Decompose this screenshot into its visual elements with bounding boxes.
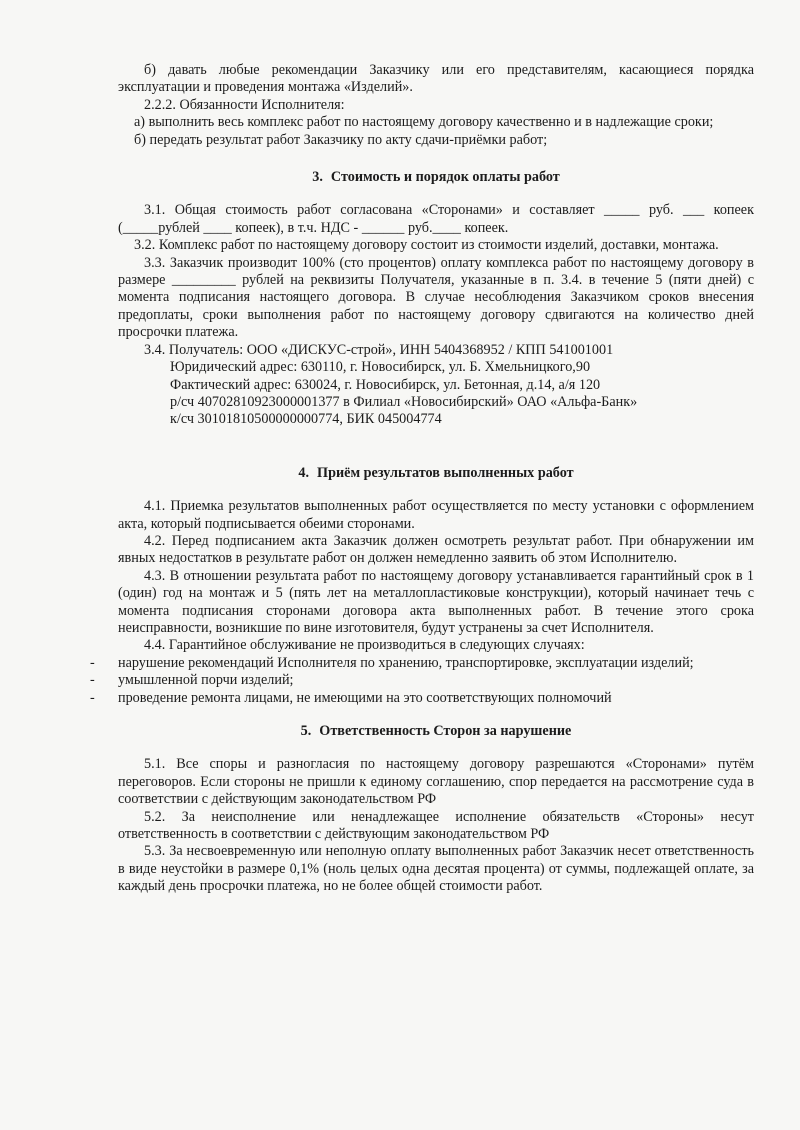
section-3-number: 3. (312, 169, 323, 186)
document-body (90, 62, 754, 896)
clause-4-2: 4.2. Перед подписанием акта Заказчик должен осмотреть результат работ. При обнаружении им явных недостатков в результате работ он должен немедленно заявить об этом Исполнителю. (118, 532, 754, 567)
list-item (90, 672, 754, 689)
clause-3-4-account: р/сч 40702810923000001377 в Филиал «Новосибирский» ОАО «Альфа-Банк» (170, 393, 638, 410)
list-item (90, 689, 754, 707)
clause-3-4-actual-address: Фактический адрес: 630024, г. Новосибирск, ул. Бетонная, д.14, а/я 120 (170, 376, 601, 393)
clause-222-heading: 2.2.2. Обязанности Исполнителя: (144, 96, 345, 113)
list-item-text: проведение ремонта лицами, не имеющими на это соответствующих полномочий (118, 689, 612, 706)
dash-marker: - (90, 654, 95, 671)
clause-3-4-legal-address: Юридический адрес: 630110, г. Новосибирск, ул. Б. Хмельницкого,90 (170, 359, 591, 376)
dash-marker: - (90, 672, 95, 689)
clause-3-4-corr-account: к/сч 30101810500000000774, БИК 045004774 (170, 411, 442, 428)
clause-b-transfer: б) передать результат работ Заказчику по акту сдачи-приёмки работ; (134, 131, 548, 148)
clause-4-1: 4.1. Приемка результатов выполненных работ осуществляется по месту установки с оформлением акта, который подписывается обеими сторонами. (118, 498, 754, 532)
section-4-heading (118, 465, 754, 482)
clause-a-perform: а) выполнить весь комплекс работ по настоящему договору качественно и в надлежащие сроки; (134, 114, 714, 131)
section-4-number: 4. (298, 464, 310, 481)
list-item-text: нарушение рекомендаций Исполнителя по хранению, транспортировке, эксплуатации изделий; (118, 654, 694, 671)
clause-3-2: 3.2. Комплекс работ по настоящему договору состоит из стоимости изделий, доставки, монтажа. (134, 237, 719, 254)
list-item-text: умышленной порчи изделий; (118, 672, 294, 689)
section-5-title: Ответственность Сторон за нарушение (319, 723, 572, 739)
clause-5-1: 5.1. Все споры и разногласия по настоящему договору разрешаются «Сторонами» путём переговоров. Если стороны не пришли к единому соглашению, спор передается на рассмотрение суда в соответствии с действующим законодательством РФ (118, 756, 754, 808)
dash-marker: - (90, 689, 95, 706)
section-4-title: Приём результатов выполненных работ (317, 464, 574, 481)
clause-b-recommend: б) давать любые рекомендации Заказчику или его представителям, касающиеся порядка эксплуатации и проведения монтажа «Изделий». (118, 62, 754, 96)
clause-3-1: 3.1. Общая стоимость работ согласована «Сторонами» и составляет _____ руб. ___ копеек (_____рублей ____ копеек), в т.ч. НДС - ______ руб.____ копеек. (118, 202, 754, 236)
clause-4-4: 4.4. Гарантийное обслуживание не производиться в следующих случаях: (144, 637, 585, 654)
section-3-heading (118, 169, 754, 186)
clause-4-3: 4.3. В отношении результата работ по настоящему договору устанавливается гарантийный срок в 1 (один) год на монтаж и 5 (пять лет на металлопластиковые конструкции), который начинает течь с момента подписания сторонами договора акта выполненных работ. В течение этого срока неисправности, возникшие по вине изготовителя, будут устранены за счет Исполнителя. (118, 567, 754, 636)
clause-5-2: 5.2. За неисполнение или ненадлежащее исполнение обязательств «Стороны» несут ответственность в соответствии с действующим законодательством РФ (118, 808, 754, 843)
clause-5-3: 5.3. За несвоевременную или неполную оплату выполненных работ Заказчик несет ответственность в виде неустойки в размере 0,1% (ноль целых одна десятая процента) от суммы, подлежащей оплате, за каждый день просрочки платежа, но не более общей стоимости работ. (118, 843, 754, 895)
section-3-title: Стоимость и порядок оплаты работ (330, 169, 560, 186)
list-item (90, 654, 754, 672)
section-5-number: 5. (300, 723, 312, 739)
clause-3-4-recipient: 3.4. Получатель: ООО «ДИСКУС-строй», ИНН 5404368952 / КПП 541001001 (144, 341, 614, 358)
clause-3-3: 3.3. Заказчик производит 100% (сто процентов) оплату комплекса работ по настоящему договору в размере _________ рублей на реквизиты Получателя, указанные в п. 3.4. в течение 5 (пяти дней) с момента подписания настоящего договора. В случае несоблюдения Заказчиком сроков внесения предоплаты, сроки выполнения работ по настоящему договору сдвигаются на количество дней просрочки платежа. (118, 254, 754, 341)
section-5-heading (118, 723, 754, 740)
